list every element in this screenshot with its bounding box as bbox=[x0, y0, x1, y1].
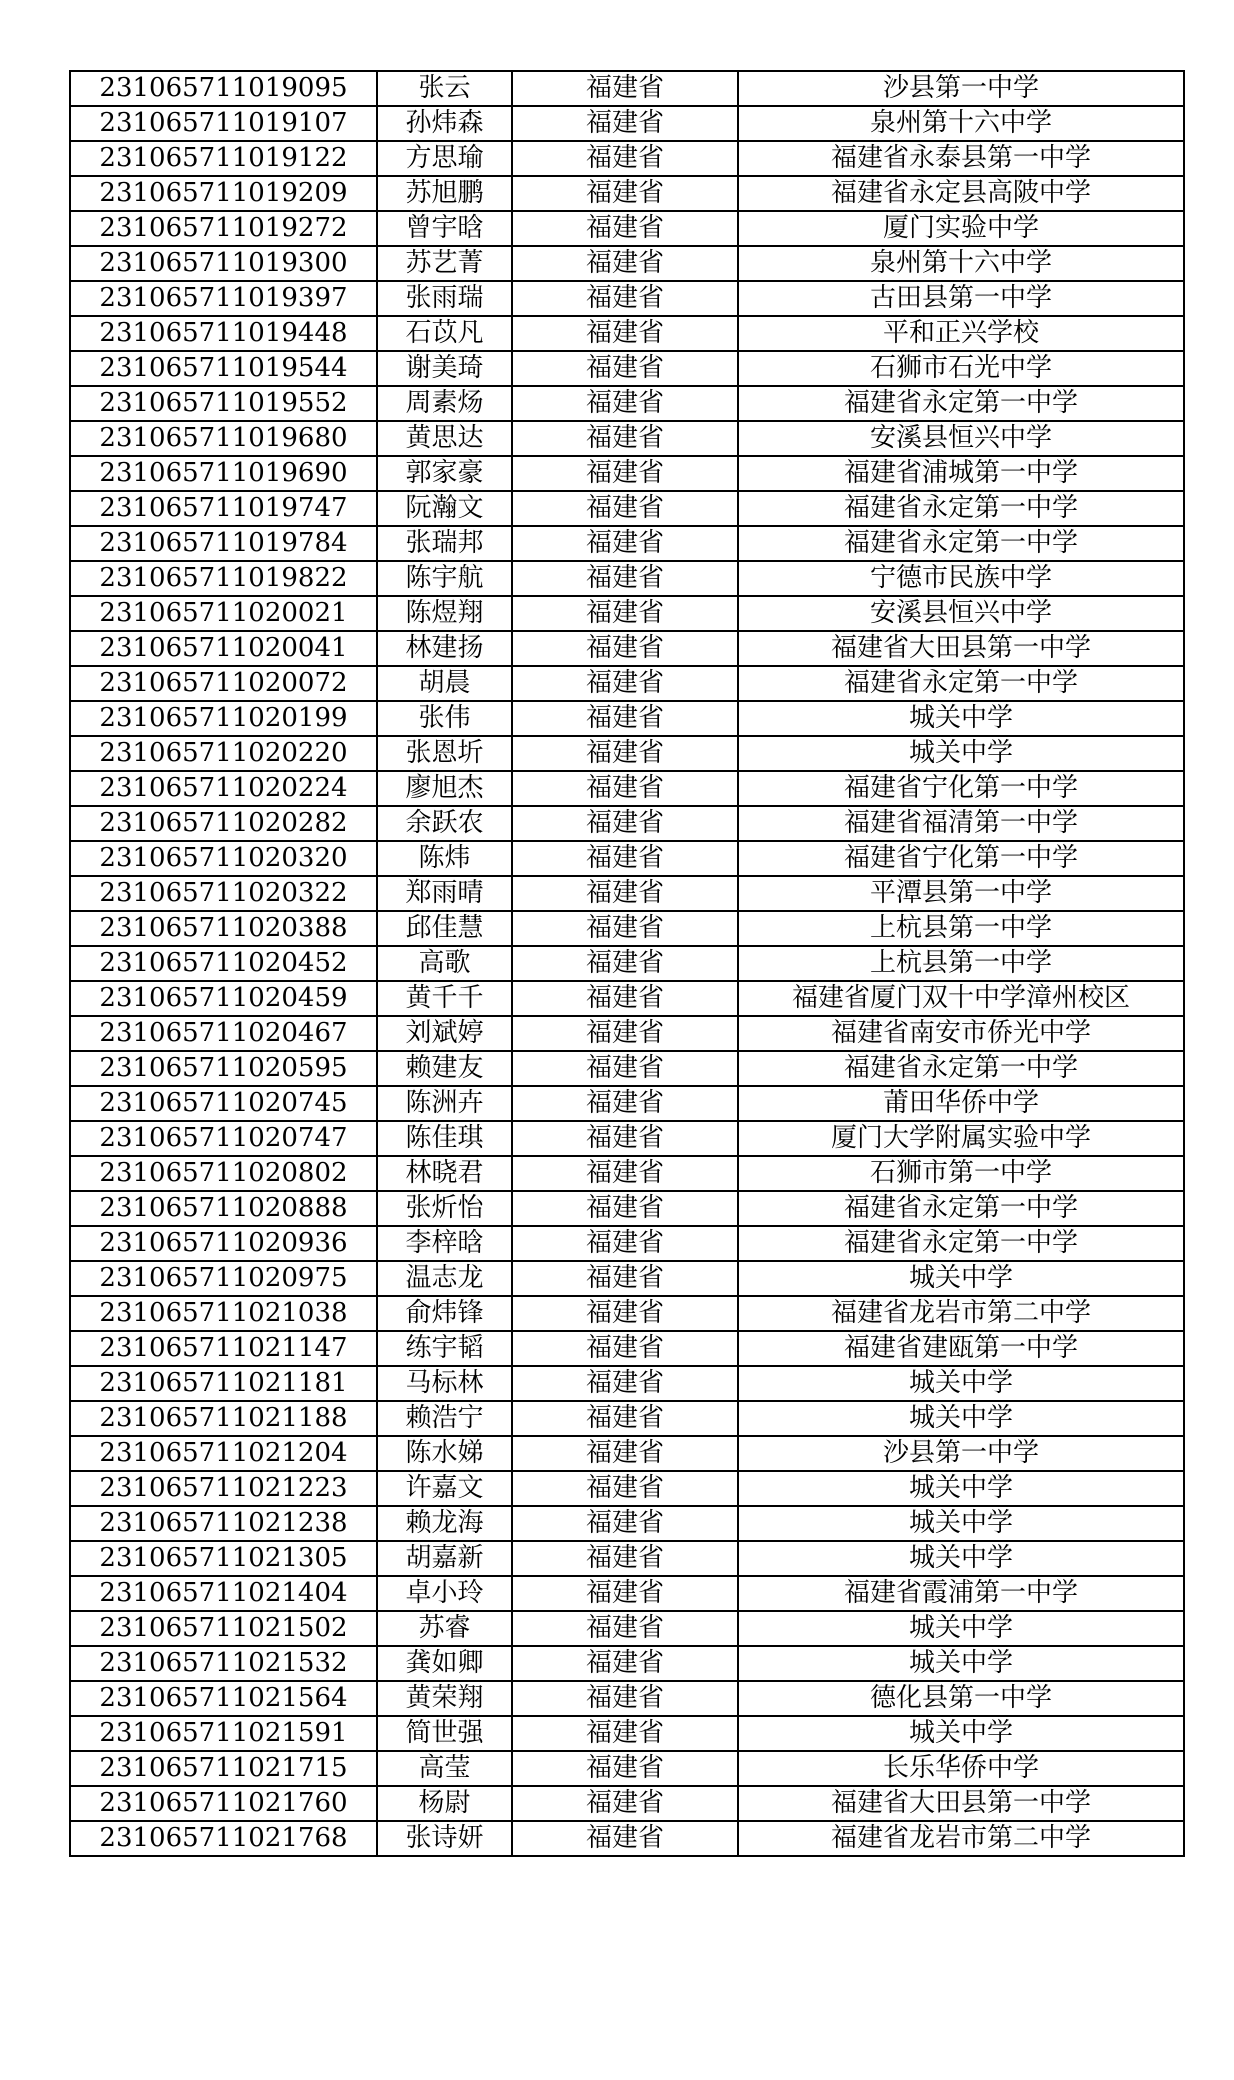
candidate-id-cell: 231065711020322 bbox=[70, 876, 377, 911]
name-cell: 胡嘉新 bbox=[377, 1541, 512, 1576]
table-row bbox=[70, 1541, 1184, 1576]
candidate-id-cell: 231065711019552 bbox=[70, 386, 377, 421]
name-cell: 胡晨 bbox=[377, 666, 512, 701]
table-row bbox=[70, 176, 1184, 211]
school-cell: 城关中学 bbox=[738, 736, 1184, 771]
candidate-id-cell: 231065711020745 bbox=[70, 1086, 377, 1121]
candidate-id-cell: 231065711021768 bbox=[70, 1821, 377, 1856]
name-cell: 许嘉文 bbox=[377, 1471, 512, 1506]
school-cell: 福建省永定第一中学 bbox=[738, 1191, 1184, 1226]
candidate-id-cell: 231065711020975 bbox=[70, 1261, 377, 1296]
name-cell: 陈水娣 bbox=[377, 1436, 512, 1471]
province-cell: 福建省 bbox=[512, 561, 738, 596]
school-cell: 福建省永定第一中学 bbox=[738, 491, 1184, 526]
school-cell: 城关中学 bbox=[738, 1401, 1184, 1436]
candidate-id-cell: 231065711021204 bbox=[70, 1436, 377, 1471]
province-cell: 福建省 bbox=[512, 246, 738, 281]
name-cell: 陈洲卉 bbox=[377, 1086, 512, 1121]
school-cell: 城关中学 bbox=[738, 1261, 1184, 1296]
candidate-id-cell: 231065711020388 bbox=[70, 911, 377, 946]
candidate-id-cell: 231065711020802 bbox=[70, 1156, 377, 1191]
candidate-id-cell: 231065711021038 bbox=[70, 1296, 377, 1331]
province-cell: 福建省 bbox=[512, 1506, 738, 1541]
table-row bbox=[70, 1366, 1184, 1401]
name-cell: 林晓君 bbox=[377, 1156, 512, 1191]
candidate-id-cell: 231065711021147 bbox=[70, 1331, 377, 1366]
candidate-id-cell: 231065711020936 bbox=[70, 1226, 377, 1261]
school-cell: 城关中学 bbox=[738, 1506, 1184, 1541]
candidate-id-cell: 231065711021223 bbox=[70, 1471, 377, 1506]
school-cell: 城关中学 bbox=[738, 1611, 1184, 1646]
table-row bbox=[70, 771, 1184, 806]
province-cell: 福建省 bbox=[512, 631, 738, 666]
province-cell: 福建省 bbox=[512, 1296, 738, 1331]
name-cell: 练宇韬 bbox=[377, 1331, 512, 1366]
name-cell: 郑雨晴 bbox=[377, 876, 512, 911]
school-cell: 福建省南安市侨光中学 bbox=[738, 1016, 1184, 1051]
school-cell: 上杭县第一中学 bbox=[738, 911, 1184, 946]
school-cell: 厦门实验中学 bbox=[738, 211, 1184, 246]
province-cell: 福建省 bbox=[512, 1016, 738, 1051]
province-cell: 福建省 bbox=[512, 1366, 738, 1401]
school-cell: 城关中学 bbox=[738, 1646, 1184, 1681]
table-row bbox=[70, 1016, 1184, 1051]
province-cell: 福建省 bbox=[512, 1646, 738, 1681]
candidate-id-cell: 231065711020747 bbox=[70, 1121, 377, 1156]
province-cell: 福建省 bbox=[512, 806, 738, 841]
name-cell: 曾宇晗 bbox=[377, 211, 512, 246]
name-cell: 陈炜 bbox=[377, 841, 512, 876]
province-cell: 福建省 bbox=[512, 1821, 738, 1856]
name-cell: 马标林 bbox=[377, 1366, 512, 1401]
table-row bbox=[70, 491, 1184, 526]
school-cell: 安溪县恒兴中学 bbox=[738, 596, 1184, 631]
table-row bbox=[70, 1471, 1184, 1506]
table-row bbox=[70, 1086, 1184, 1121]
candidate-id-cell: 231065711021715 bbox=[70, 1751, 377, 1786]
table-row bbox=[70, 1506, 1184, 1541]
school-cell: 城关中学 bbox=[738, 1541, 1184, 1576]
candidate-id-cell: 231065711020220 bbox=[70, 736, 377, 771]
table-row bbox=[70, 946, 1184, 981]
school-cell: 福建省永定第一中学 bbox=[738, 386, 1184, 421]
table-row bbox=[70, 1261, 1184, 1296]
province-cell: 福建省 bbox=[512, 876, 738, 911]
school-cell: 福建省建瓯第一中学 bbox=[738, 1331, 1184, 1366]
school-cell: 福建省福清第一中学 bbox=[738, 806, 1184, 841]
table-row bbox=[70, 351, 1184, 386]
province-cell: 福建省 bbox=[512, 1716, 738, 1751]
province-cell: 福建省 bbox=[512, 1191, 738, 1226]
name-cell: 方思瑜 bbox=[377, 141, 512, 176]
candidate-id-cell: 231065711020320 bbox=[70, 841, 377, 876]
candidate-id-cell: 231065711020072 bbox=[70, 666, 377, 701]
name-cell: 张伟 bbox=[377, 701, 512, 736]
name-cell: 张云 bbox=[377, 71, 512, 106]
candidate-id-cell: 231065711021188 bbox=[70, 1401, 377, 1436]
name-cell: 石苡凡 bbox=[377, 316, 512, 351]
table-row bbox=[70, 631, 1184, 666]
name-cell: 黄荣翔 bbox=[377, 1681, 512, 1716]
name-cell: 高莹 bbox=[377, 1751, 512, 1786]
name-cell: 黄思达 bbox=[377, 421, 512, 456]
name-cell: 张炘怡 bbox=[377, 1191, 512, 1226]
candidate-id-cell: 231065711021305 bbox=[70, 1541, 377, 1576]
name-cell: 卓小玲 bbox=[377, 1576, 512, 1611]
table-row bbox=[70, 456, 1184, 491]
province-cell: 福建省 bbox=[512, 981, 738, 1016]
candidate-id-cell: 231065711020282 bbox=[70, 806, 377, 841]
table-row bbox=[70, 981, 1184, 1016]
candidate-id-cell: 231065711021532 bbox=[70, 1646, 377, 1681]
table-body bbox=[70, 71, 1184, 1856]
candidate-id-cell: 231065711021238 bbox=[70, 1506, 377, 1541]
school-cell: 石狮市石光中学 bbox=[738, 351, 1184, 386]
admission-list-table bbox=[69, 70, 1185, 1857]
name-cell: 温志龙 bbox=[377, 1261, 512, 1296]
name-cell: 陈煜翔 bbox=[377, 596, 512, 631]
school-cell: 平潭县第一中学 bbox=[738, 876, 1184, 911]
candidate-id-cell: 231065711019448 bbox=[70, 316, 377, 351]
province-cell: 福建省 bbox=[512, 281, 738, 316]
candidate-id-cell: 231065711019300 bbox=[70, 246, 377, 281]
candidate-id-cell: 231065711019122 bbox=[70, 141, 377, 176]
name-cell: 陈佳琪 bbox=[377, 1121, 512, 1156]
province-cell: 福建省 bbox=[512, 491, 738, 526]
table-row bbox=[70, 876, 1184, 911]
province-cell: 福建省 bbox=[512, 316, 738, 351]
candidate-id-cell: 231065711019209 bbox=[70, 176, 377, 211]
name-cell: 龚如卿 bbox=[377, 1646, 512, 1681]
table-row bbox=[70, 141, 1184, 176]
candidate-id-cell: 231065711019784 bbox=[70, 526, 377, 561]
province-cell: 福建省 bbox=[512, 1541, 738, 1576]
candidate-id-cell: 231065711021181 bbox=[70, 1366, 377, 1401]
candidate-id-cell: 231065711019095 bbox=[70, 71, 377, 106]
table-row bbox=[70, 246, 1184, 281]
candidate-id-cell: 231065711020224 bbox=[70, 771, 377, 806]
name-cell: 周素炀 bbox=[377, 386, 512, 421]
name-cell: 李梓晗 bbox=[377, 1226, 512, 1261]
table-row bbox=[70, 71, 1184, 106]
candidate-id-cell: 231065711020452 bbox=[70, 946, 377, 981]
province-cell: 福建省 bbox=[512, 911, 738, 946]
school-cell: 福建省宁化第一中学 bbox=[738, 771, 1184, 806]
table-row bbox=[70, 806, 1184, 841]
table-row bbox=[70, 1121, 1184, 1156]
school-cell: 石狮市第一中学 bbox=[738, 1156, 1184, 1191]
school-cell: 沙县第一中学 bbox=[738, 71, 1184, 106]
name-cell: 郭家豪 bbox=[377, 456, 512, 491]
name-cell: 张雨瑞 bbox=[377, 281, 512, 316]
province-cell: 福建省 bbox=[512, 1751, 738, 1786]
table-row bbox=[70, 526, 1184, 561]
province-cell: 福建省 bbox=[512, 456, 738, 491]
school-cell: 福建省永定第一中学 bbox=[738, 666, 1184, 701]
table-row bbox=[70, 281, 1184, 316]
candidate-id-cell: 231065711020199 bbox=[70, 701, 377, 736]
table-row bbox=[70, 1681, 1184, 1716]
table-row bbox=[70, 1821, 1184, 1856]
school-cell: 福建省永定第一中学 bbox=[738, 1051, 1184, 1086]
name-cell: 孙炜森 bbox=[377, 106, 512, 141]
candidate-id-cell: 231065711019544 bbox=[70, 351, 377, 386]
province-cell: 福建省 bbox=[512, 701, 738, 736]
province-cell: 福建省 bbox=[512, 1611, 738, 1646]
province-cell: 福建省 bbox=[512, 841, 738, 876]
school-cell: 上杭县第一中学 bbox=[738, 946, 1184, 981]
candidate-id-cell: 231065711021404 bbox=[70, 1576, 377, 1611]
table-row bbox=[70, 316, 1184, 351]
candidate-id-cell: 231065711020595 bbox=[70, 1051, 377, 1086]
name-cell: 谢美琦 bbox=[377, 351, 512, 386]
province-cell: 福建省 bbox=[512, 1121, 738, 1156]
school-cell: 沙县第一中学 bbox=[738, 1436, 1184, 1471]
school-cell: 莆田华侨中学 bbox=[738, 1086, 1184, 1121]
table-row bbox=[70, 561, 1184, 596]
candidate-id-cell: 231065711019690 bbox=[70, 456, 377, 491]
table-row bbox=[70, 1611, 1184, 1646]
school-cell: 城关中学 bbox=[738, 1471, 1184, 1506]
candidate-id-cell: 231065711021591 bbox=[70, 1716, 377, 1751]
province-cell: 福建省 bbox=[512, 106, 738, 141]
school-cell: 福建省大田县第一中学 bbox=[738, 1786, 1184, 1821]
name-cell: 刘斌婷 bbox=[377, 1016, 512, 1051]
name-cell: 黄千千 bbox=[377, 981, 512, 1016]
province-cell: 福建省 bbox=[512, 1086, 738, 1121]
table-row bbox=[70, 386, 1184, 421]
school-cell: 城关中学 bbox=[738, 701, 1184, 736]
school-cell: 泉州第十六中学 bbox=[738, 246, 1184, 281]
school-cell: 厦门大学附属实验中学 bbox=[738, 1121, 1184, 1156]
table-row bbox=[70, 1296, 1184, 1331]
name-cell: 苏睿 bbox=[377, 1611, 512, 1646]
table-row bbox=[70, 1191, 1184, 1226]
name-cell: 廖旭杰 bbox=[377, 771, 512, 806]
name-cell: 杨尉 bbox=[377, 1786, 512, 1821]
province-cell: 福建省 bbox=[512, 1576, 738, 1611]
province-cell: 福建省 bbox=[512, 176, 738, 211]
candidate-id-cell: 231065711019107 bbox=[70, 106, 377, 141]
candidate-id-cell: 231065711020467 bbox=[70, 1016, 377, 1051]
school-cell: 福建省龙岩市第二中学 bbox=[738, 1296, 1184, 1331]
school-cell: 福建省大田县第一中学 bbox=[738, 631, 1184, 666]
school-cell: 泉州第十六中学 bbox=[738, 106, 1184, 141]
table-row bbox=[70, 1436, 1184, 1471]
table-row bbox=[70, 1576, 1184, 1611]
school-cell: 福建省霞浦第一中学 bbox=[738, 1576, 1184, 1611]
school-cell: 长乐华侨中学 bbox=[738, 1751, 1184, 1786]
province-cell: 福建省 bbox=[512, 1226, 738, 1261]
candidate-id-cell: 231065711021502 bbox=[70, 1611, 377, 1646]
province-cell: 福建省 bbox=[512, 736, 738, 771]
school-cell: 福建省厦门双十中学漳州校区 bbox=[738, 981, 1184, 1016]
candidate-id-cell: 231065711019272 bbox=[70, 211, 377, 246]
table-row bbox=[70, 1786, 1184, 1821]
name-cell: 陈宇航 bbox=[377, 561, 512, 596]
table-row bbox=[70, 911, 1184, 946]
table-row bbox=[70, 736, 1184, 771]
province-cell: 福建省 bbox=[512, 526, 738, 561]
table-row bbox=[70, 1646, 1184, 1681]
province-cell: 福建省 bbox=[512, 421, 738, 456]
candidate-id-cell: 231065711019397 bbox=[70, 281, 377, 316]
name-cell: 林建扬 bbox=[377, 631, 512, 666]
name-cell: 余跃农 bbox=[377, 806, 512, 841]
school-cell: 福建省浦城第一中学 bbox=[738, 456, 1184, 491]
province-cell: 福建省 bbox=[512, 1681, 738, 1716]
table-row bbox=[70, 1156, 1184, 1191]
table-row bbox=[70, 1401, 1184, 1436]
table-row bbox=[70, 211, 1184, 246]
school-cell: 福建省永定第一中学 bbox=[738, 526, 1184, 561]
province-cell: 福建省 bbox=[512, 1156, 738, 1191]
candidate-id-cell: 231065711020021 bbox=[70, 596, 377, 631]
table-row bbox=[70, 1716, 1184, 1751]
school-cell: 平和正兴学校 bbox=[738, 316, 1184, 351]
name-cell: 苏艺菁 bbox=[377, 246, 512, 281]
school-cell: 德化县第一中学 bbox=[738, 1681, 1184, 1716]
name-cell: 赖建友 bbox=[377, 1051, 512, 1086]
candidate-id-cell: 231065711019747 bbox=[70, 491, 377, 526]
table-row bbox=[70, 1331, 1184, 1366]
name-cell: 高歌 bbox=[377, 946, 512, 981]
name-cell: 邱佳慧 bbox=[377, 911, 512, 946]
candidate-id-cell: 231065711021760 bbox=[70, 1786, 377, 1821]
province-cell: 福建省 bbox=[512, 946, 738, 981]
school-cell: 城关中学 bbox=[738, 1716, 1184, 1751]
table-row bbox=[70, 106, 1184, 141]
school-cell: 宁德市民族中学 bbox=[738, 561, 1184, 596]
province-cell: 福建省 bbox=[512, 596, 738, 631]
province-cell: 福建省 bbox=[512, 1331, 738, 1366]
candidate-id-cell: 231065711019822 bbox=[70, 561, 377, 596]
candidate-id-cell: 231065711020888 bbox=[70, 1191, 377, 1226]
table-row bbox=[70, 1051, 1184, 1086]
province-cell: 福建省 bbox=[512, 351, 738, 386]
school-cell: 城关中学 bbox=[738, 1366, 1184, 1401]
name-cell: 俞炜锋 bbox=[377, 1296, 512, 1331]
name-cell: 苏旭鹏 bbox=[377, 176, 512, 211]
table-row bbox=[70, 1226, 1184, 1261]
province-cell: 福建省 bbox=[512, 141, 738, 176]
school-cell: 福建省宁化第一中学 bbox=[738, 841, 1184, 876]
school-cell: 安溪县恒兴中学 bbox=[738, 421, 1184, 456]
school-cell: 福建省龙岩市第二中学 bbox=[738, 1821, 1184, 1856]
table-row bbox=[70, 701, 1184, 736]
province-cell: 福建省 bbox=[512, 1401, 738, 1436]
name-cell: 赖浩宁 bbox=[377, 1401, 512, 1436]
province-cell: 福建省 bbox=[512, 1436, 738, 1471]
school-cell: 福建省永定县高陂中学 bbox=[738, 176, 1184, 211]
province-cell: 福建省 bbox=[512, 771, 738, 806]
school-cell: 古田县第一中学 bbox=[738, 281, 1184, 316]
table-row bbox=[70, 1751, 1184, 1786]
candidate-id-cell: 231065711019680 bbox=[70, 421, 377, 456]
candidate-id-cell: 231065711021564 bbox=[70, 1681, 377, 1716]
province-cell: 福建省 bbox=[512, 1051, 738, 1086]
candidate-id-cell: 231065711020459 bbox=[70, 981, 377, 1016]
province-cell: 福建省 bbox=[512, 386, 738, 421]
candidate-id-cell: 231065711020041 bbox=[70, 631, 377, 666]
name-cell: 阮瀚文 bbox=[377, 491, 512, 526]
name-cell: 简世强 bbox=[377, 1716, 512, 1751]
province-cell: 福建省 bbox=[512, 1261, 738, 1296]
province-cell: 福建省 bbox=[512, 71, 738, 106]
province-cell: 福建省 bbox=[512, 1471, 738, 1506]
table-row bbox=[70, 596, 1184, 631]
school-cell: 福建省永定第一中学 bbox=[738, 1226, 1184, 1261]
name-cell: 赖龙海 bbox=[377, 1506, 512, 1541]
table-row bbox=[70, 421, 1184, 456]
name-cell: 张诗妍 bbox=[377, 1821, 512, 1856]
province-cell: 福建省 bbox=[512, 666, 738, 701]
table-row bbox=[70, 841, 1184, 876]
name-cell: 张瑞邦 bbox=[377, 526, 512, 561]
province-cell: 福建省 bbox=[512, 1786, 738, 1821]
province-cell: 福建省 bbox=[512, 211, 738, 246]
school-cell: 福建省永泰县第一中学 bbox=[738, 141, 1184, 176]
table-row bbox=[70, 666, 1184, 701]
name-cell: 张恩圻 bbox=[377, 736, 512, 771]
